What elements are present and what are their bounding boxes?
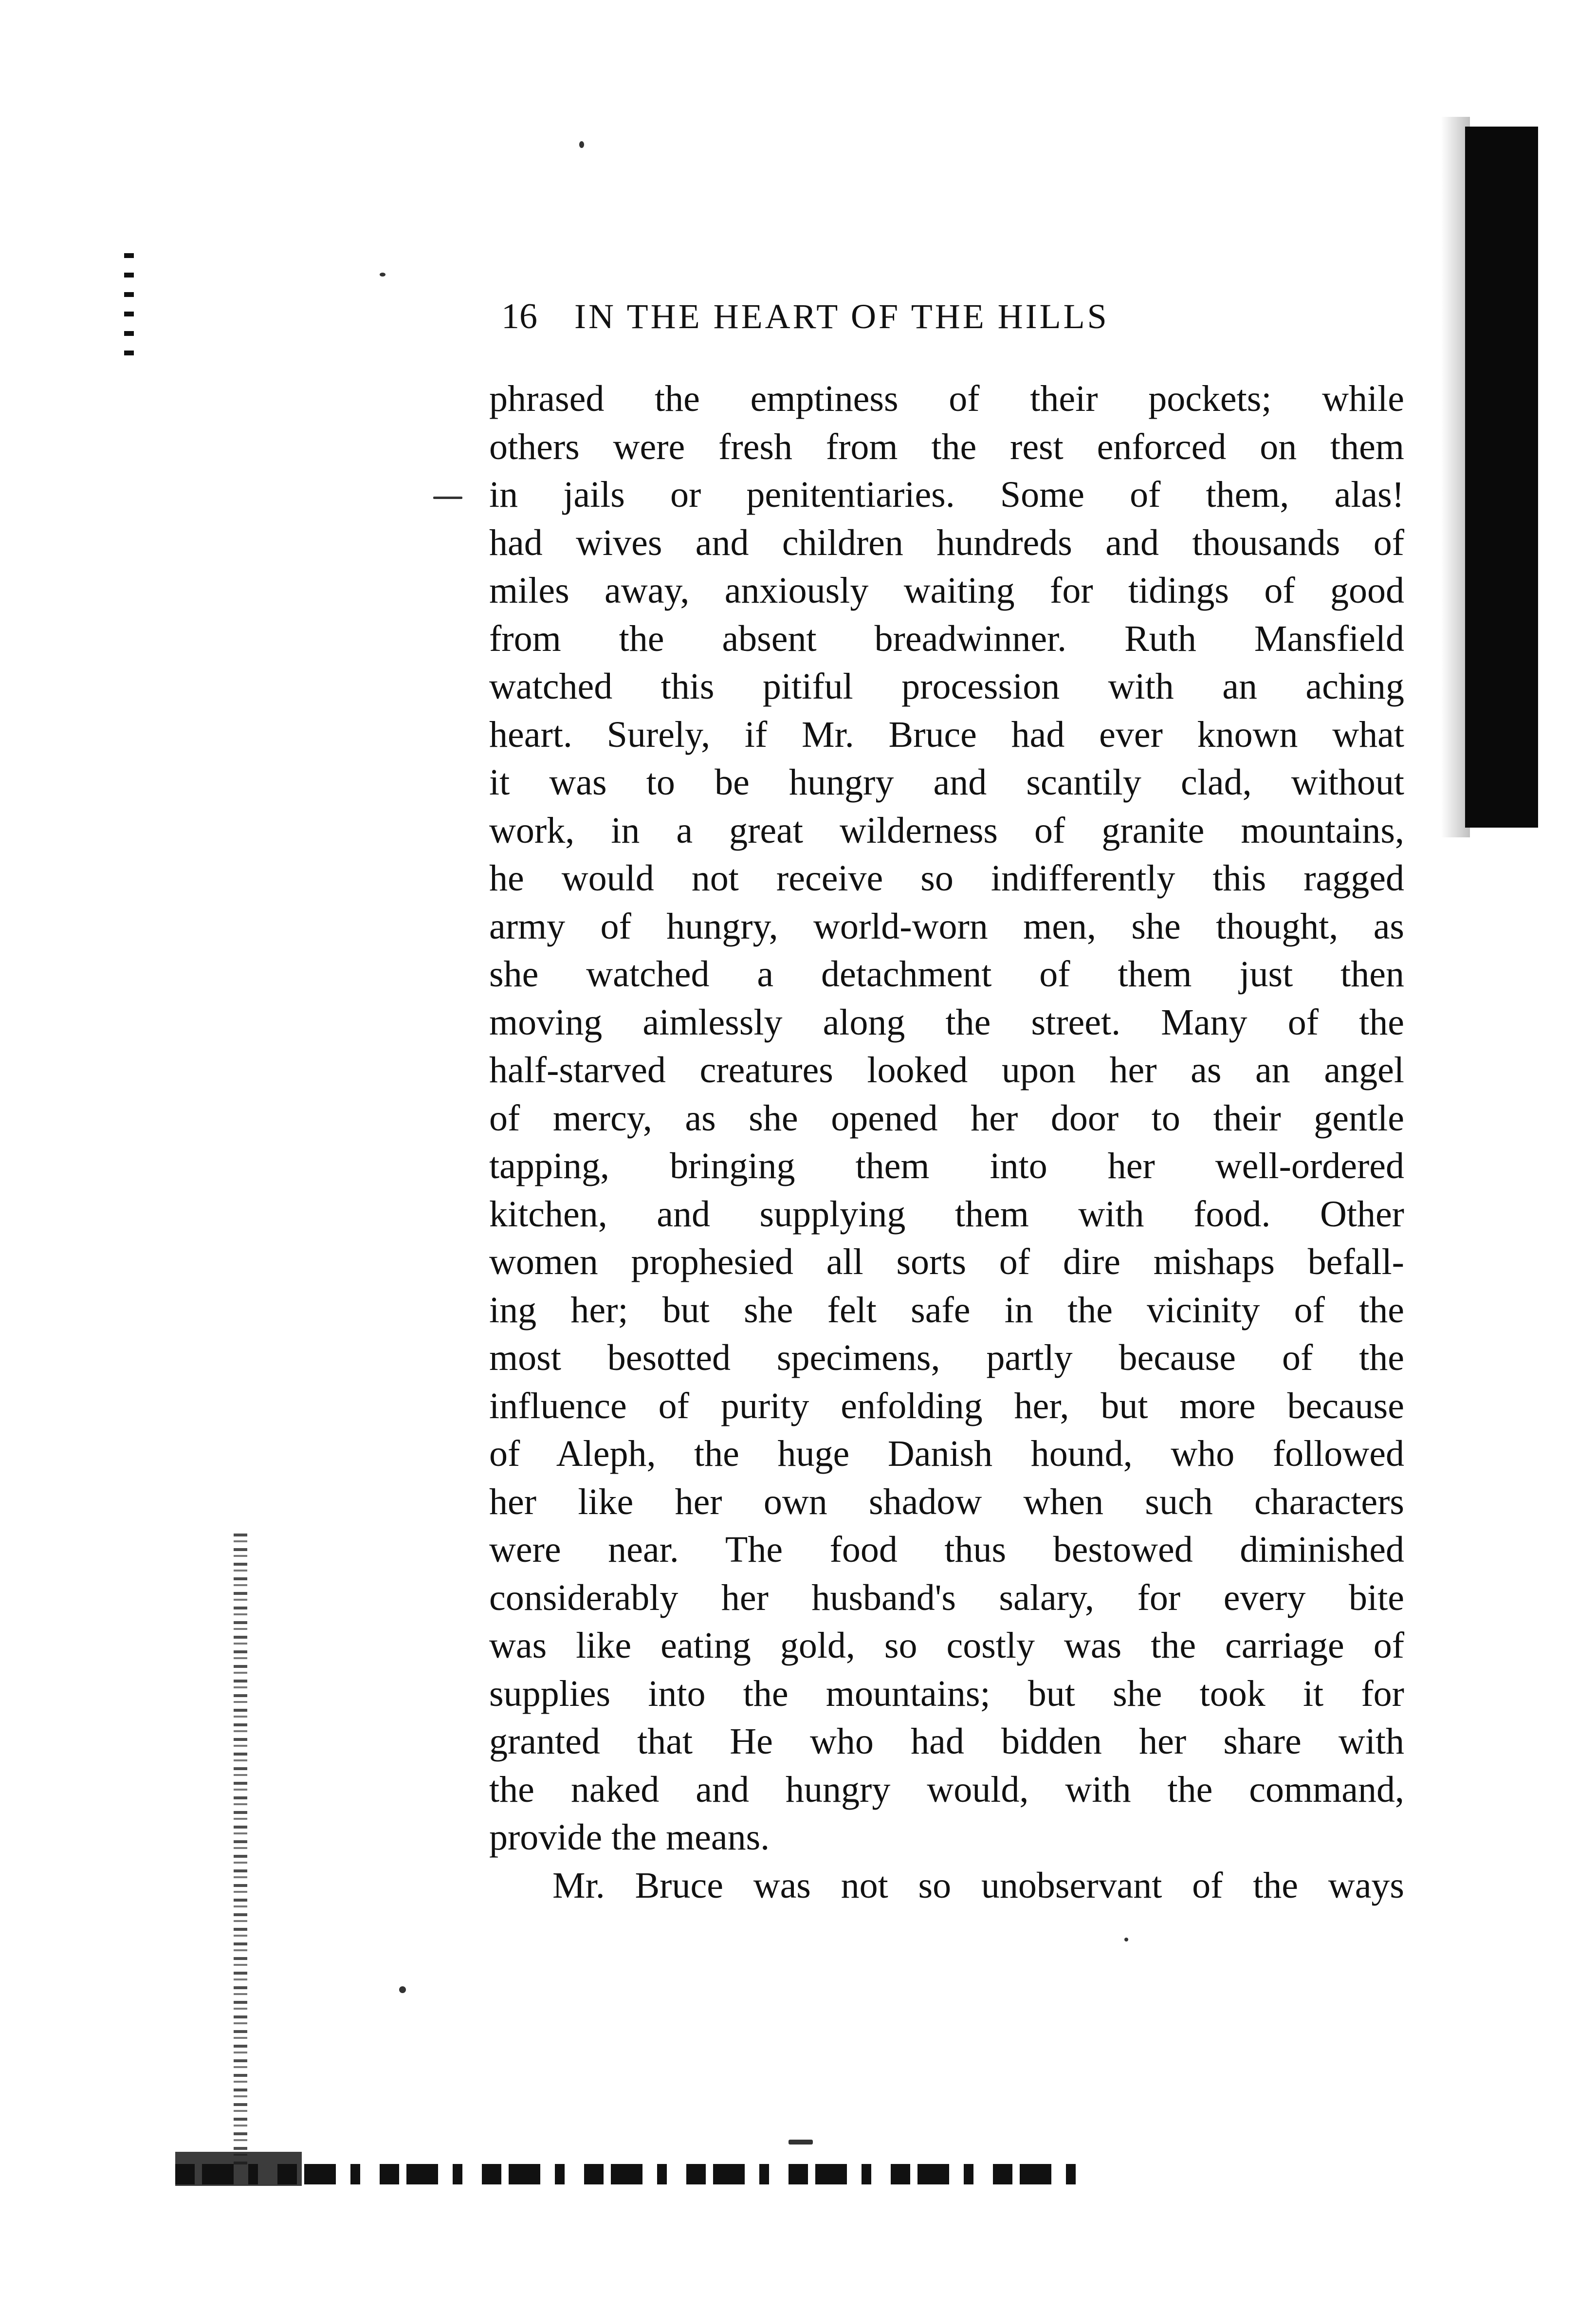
text-line: granted that He who had bidden her share with [489, 1721, 1404, 1762]
text-line: he would not receive so indifferently this ragged [489, 858, 1404, 899]
text-line: supplies into the mountains; but she took it for [489, 1673, 1404, 1714]
text-line: army of hungry, world-worn men, she thought, as [489, 906, 1404, 947]
text-line: was like eating gold, so costly was the carriage of [489, 1625, 1404, 1666]
text-line: influence of purity enfolding her, but more because [489, 1385, 1404, 1426]
scan-speck [399, 1986, 406, 1993]
running-head [501, 290, 1290, 343]
text-line: miles away, anxiously waiting for tidings of good [489, 570, 1404, 611]
text-line: had wives and children hundreds and thousands of [489, 522, 1404, 563]
text-line: it was to be hungry and scantily clad, without [489, 762, 1404, 803]
scan-speck [433, 497, 462, 499]
body-text [489, 375, 1404, 1909]
text-line: moving aimlessly along the street. Many of the [489, 1001, 1404, 1043]
binding-stitches [234, 1534, 247, 2166]
text-line: from the absent breadwinner. Ruth Mansfield [489, 618, 1404, 659]
text-line: considerably her husband's salary, for every bite [489, 1577, 1404, 1618]
scan-speck [579, 141, 584, 148]
text-line: of Aleph, the huge Danish hound, who followed [489, 1433, 1404, 1474]
text-line: her like her own shadow when such characters [489, 1481, 1404, 1522]
scan-speck [789, 2140, 813, 2145]
page-number: 16 [501, 296, 537, 336]
text-line: others were fresh from the rest enforced on them [489, 426, 1404, 467]
text-line: phrased the emptiness of their pockets; while [489, 378, 1404, 419]
text-line: of mercy, as she opened her door to their gentle [489, 1097, 1404, 1139]
text-line: were near. The food thus bestowed diminished [489, 1529, 1404, 1570]
text-line: work, in a great wilderness of granite mountains, [489, 810, 1404, 851]
text-line-paragraph-start: Mr. Bruce was not so unobservant of the ways [552, 1865, 1404, 1906]
text-line: heart. Surely, if Mr. Bruce had ever known what [489, 714, 1404, 755]
text-line: she watched a detachment of them just then [489, 954, 1404, 995]
scan-speck [1124, 1938, 1128, 1941]
text-line: most besotted specimens, partly because of the [489, 1337, 1404, 1378]
running-title: IN THE HEART OF THE HILLS [574, 296, 1109, 336]
binding-marks-top [124, 253, 134, 370]
scan-edge-band [1465, 127, 1538, 828]
text-line: ing her; but she felt safe in the vicinity of the [489, 1289, 1404, 1331]
text-line-paragraph-end: provide the means. [489, 1817, 770, 1858]
scan-artifact-bottom-bar [175, 2164, 1076, 2184]
text-line: in jails or penitentiaries. Some of them, alas! [489, 474, 1404, 515]
text-line: the naked and hungry would, with the command, [489, 1769, 1404, 1810]
scan-speck [380, 273, 385, 277]
text-line: watched this pitiful procession with an aching [489, 666, 1404, 707]
text-line: women prophesied all sorts of dire mishaps befall- [489, 1241, 1404, 1282]
text-line: tapping, bringing them into her well-ordered [489, 1146, 1404, 1186]
text-line: kitchen, and supplying them with food. Other [489, 1193, 1404, 1235]
text-line: half-starved creatures looked upon her as an angel [489, 1050, 1404, 1091]
